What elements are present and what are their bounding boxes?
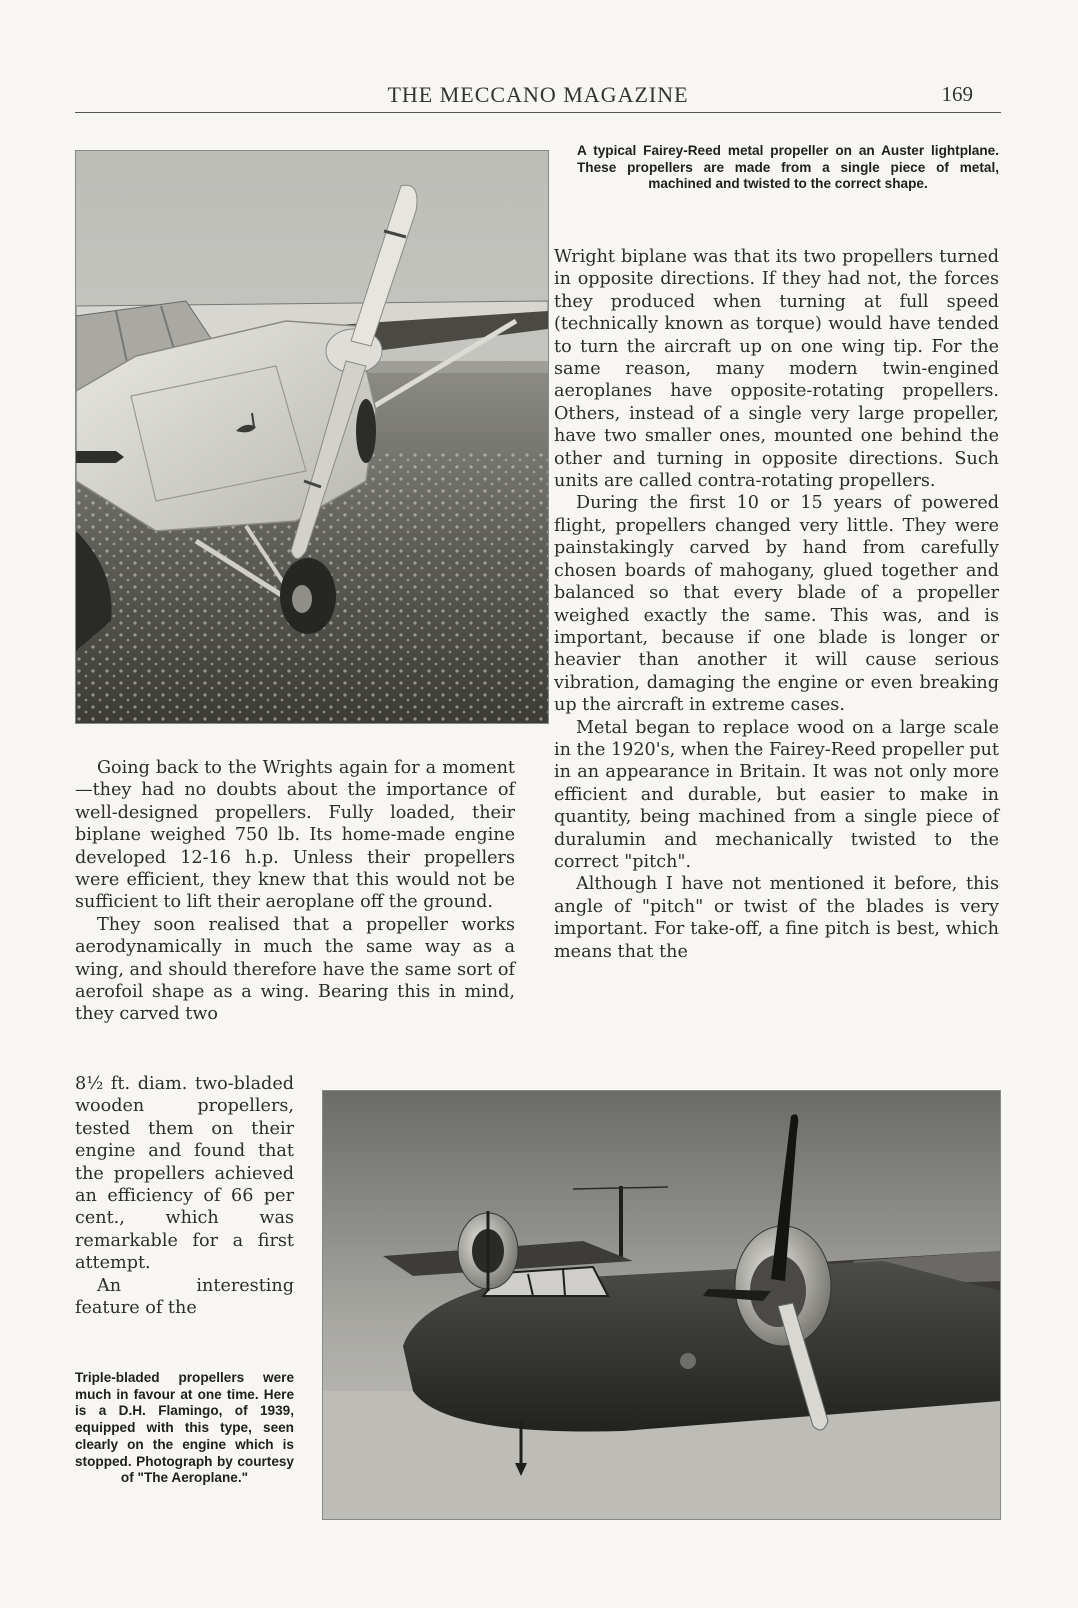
paragraph: Going back to the Wrights again for a moment—they had no doubts about the importance of well-designed propellers. Fully loaded, their biplane weighed 750 lb. Its home-made engine developed 12-16 h.p. Unless their propellers were efficient, they knew that this would not be sufficient to lift their aeroplane off the ground. <box>75 758 515 913</box>
paragraph: Although I have not mentioned it before, this angle of "pitch" or twist of the blades is very important. For take-off, a fine pitch is best, which means that the <box>554 874 999 962</box>
page-number: 169 <box>941 82 973 106</box>
paragraph: An interesting feature of the <box>75 1275 294 1319</box>
article-narrow-column <box>75 1073 294 1319</box>
paragraph: They soon realised that a propeller works aerodynamically in much the same way as a wing, and should therefore have the same sort of aerofoil shape as a wing. Bearing this in mind, they carved two <box>75 914 515 1025</box>
page-header <box>75 82 1001 113</box>
paragraph: Wright biplane was that its two propellers turned in opposite directions. If they had not, the forces they produced when turning at full speed (technically known as torque) would have tended to turn the aircraft up on one wing tip. For the same reason, many modern twin-engined aeroplanes have opposite-rotating propellers. Others, instead of a single very large propeller, have two smaller ones, mounted one behind the other and turning in opposite directions. Such units are called contra-rotating propellers. <box>554 247 999 492</box>
article-left-column <box>75 757 515 1026</box>
magazine-title: THE MECCANO MAGAZINE <box>387 82 689 107</box>
paragraph: 8½ ft. diam. two-bladed wooden propellers, tested them on their engine and found that the propellers achieved an efficiency of 66 per cent., which was remarkable for a first attempt. <box>75 1074 294 1274</box>
paragraph: Metal began to replace wood on a large scale in the 1920's, when the Fairey-Reed propeller put in an appearance in Britain. It was not only more efficient and durable, but easier to make in quantity, being machined from a single piece of duralumin and mechanically twisted to the correct "pitch". <box>554 717 999 872</box>
bottom-photo-caption: Triple-bladed propellers were much in favour at one time. Here is a D.H. Flamingo, of 1939, equipped with this type, seen clearly on the engine which is stopped. Photograph by courtesy of "The Aeroplane." <box>75 1370 294 1486</box>
auster-propeller-photo <box>75 150 549 724</box>
flamingo-aircraft-photo <box>322 1090 1001 1520</box>
top-photo-caption: A typical Fairey-Reed metal propeller on an Auster lightplane. These propellers are made from a single piece of metal, machined and twisted to the correct shape. <box>577 143 999 191</box>
article-right-column <box>554 246 999 963</box>
paragraph: During the first 10 or 15 years of powered flight, propellers changed very little. They were painstakingly carved by hand from carefully chosen boards of mahogany, glued together and balanced so that every blade of a propeller weighed exactly the same. This was, and is important, because if one blade is longer or heavier than another it will cause serious vibration, damaging the engine or even breaking up the aircraft in extreme cases. <box>554 493 999 716</box>
